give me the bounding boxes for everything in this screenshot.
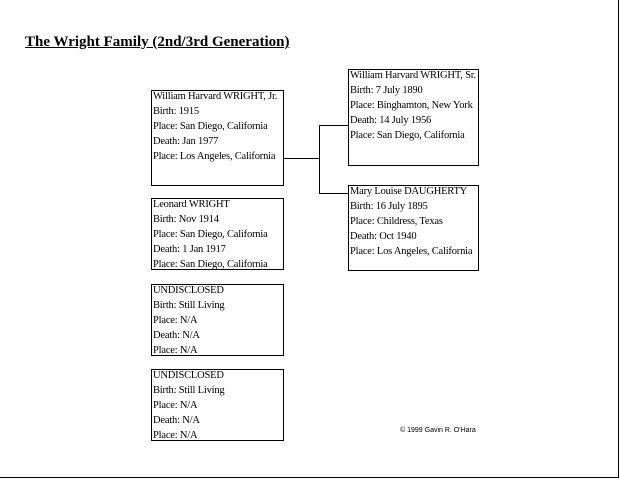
page-bottom-border	[0, 477, 619, 478]
person-birth: Birth: 7 July 1890	[350, 84, 423, 96]
person-birth-place: Place: N/A	[153, 314, 198, 326]
person-death: Death: N/A	[153, 414, 200, 426]
person-card-father	[348, 69, 479, 166]
person-birth-place: Place: San Diego, California	[153, 228, 268, 240]
person-death-place: Place: San Diego, California	[350, 129, 465, 141]
person-birth-place: Place: N/A	[153, 399, 198, 411]
person-name: Mary Louise DAUGHERTY	[350, 186, 468, 197]
person-name: William Harvard WRIGHT, Jr.	[153, 91, 278, 102]
person-birth: Birth: Still Living	[153, 384, 225, 396]
person-name: Leonard WRIGHT	[153, 199, 230, 210]
person-death-place: Place: Los Angeles, California	[350, 245, 473, 257]
person-death: Death: Jan 1977	[153, 135, 219, 147]
person-birth: Birth: 1915	[153, 105, 199, 117]
connector-to-mother	[319, 193, 348, 194]
person-birth: Birth: Still Living	[153, 299, 225, 311]
person-name: UNDISCLOSED	[153, 285, 224, 296]
person-death-place: Place: Los Angeles, California	[153, 150, 276, 162]
person-death: Death: 14 July 1956	[350, 114, 432, 126]
person-card-child-1	[151, 90, 284, 186]
person-death-place: Place: San Diego, California	[153, 258, 268, 270]
person-birth-place: Place: Binghamton, New York	[350, 99, 473, 111]
page-right-border	[618, 0, 619, 478]
person-birth: Birth: 16 July 1895	[350, 200, 428, 212]
person-card-child-4	[151, 369, 284, 441]
connector-to-father	[319, 125, 348, 126]
page-title: The Wright Family (2nd/3rd Generation)	[25, 34, 290, 50]
person-card-mother	[348, 185, 479, 271]
person-card-child-2	[151, 198, 284, 270]
person-name: William Harvard WRIGHT, Sr.	[350, 70, 476, 81]
person-death: Death: 1 Jan 1917	[153, 243, 226, 255]
copyright-notice: © 1999 Gavin R. O'Hara	[400, 427, 476, 434]
person-death-place: Place: N/A	[153, 429, 198, 441]
person-name: UNDISCLOSED	[153, 370, 224, 381]
person-death-place: Place: N/A	[153, 344, 198, 356]
person-card-child-3	[151, 284, 284, 356]
connector-parents-vertical	[319, 125, 320, 194]
person-birth-place: Place: San Diego, California	[153, 120, 268, 132]
person-birth-place: Place: Childress, Texas	[350, 215, 443, 227]
person-death: Death: N/A	[153, 329, 200, 341]
person-birth: Birth: Nov 1914	[153, 213, 219, 225]
person-death: Death: Oct 1940	[350, 230, 417, 242]
connector-child-to-parents	[284, 158, 320, 159]
